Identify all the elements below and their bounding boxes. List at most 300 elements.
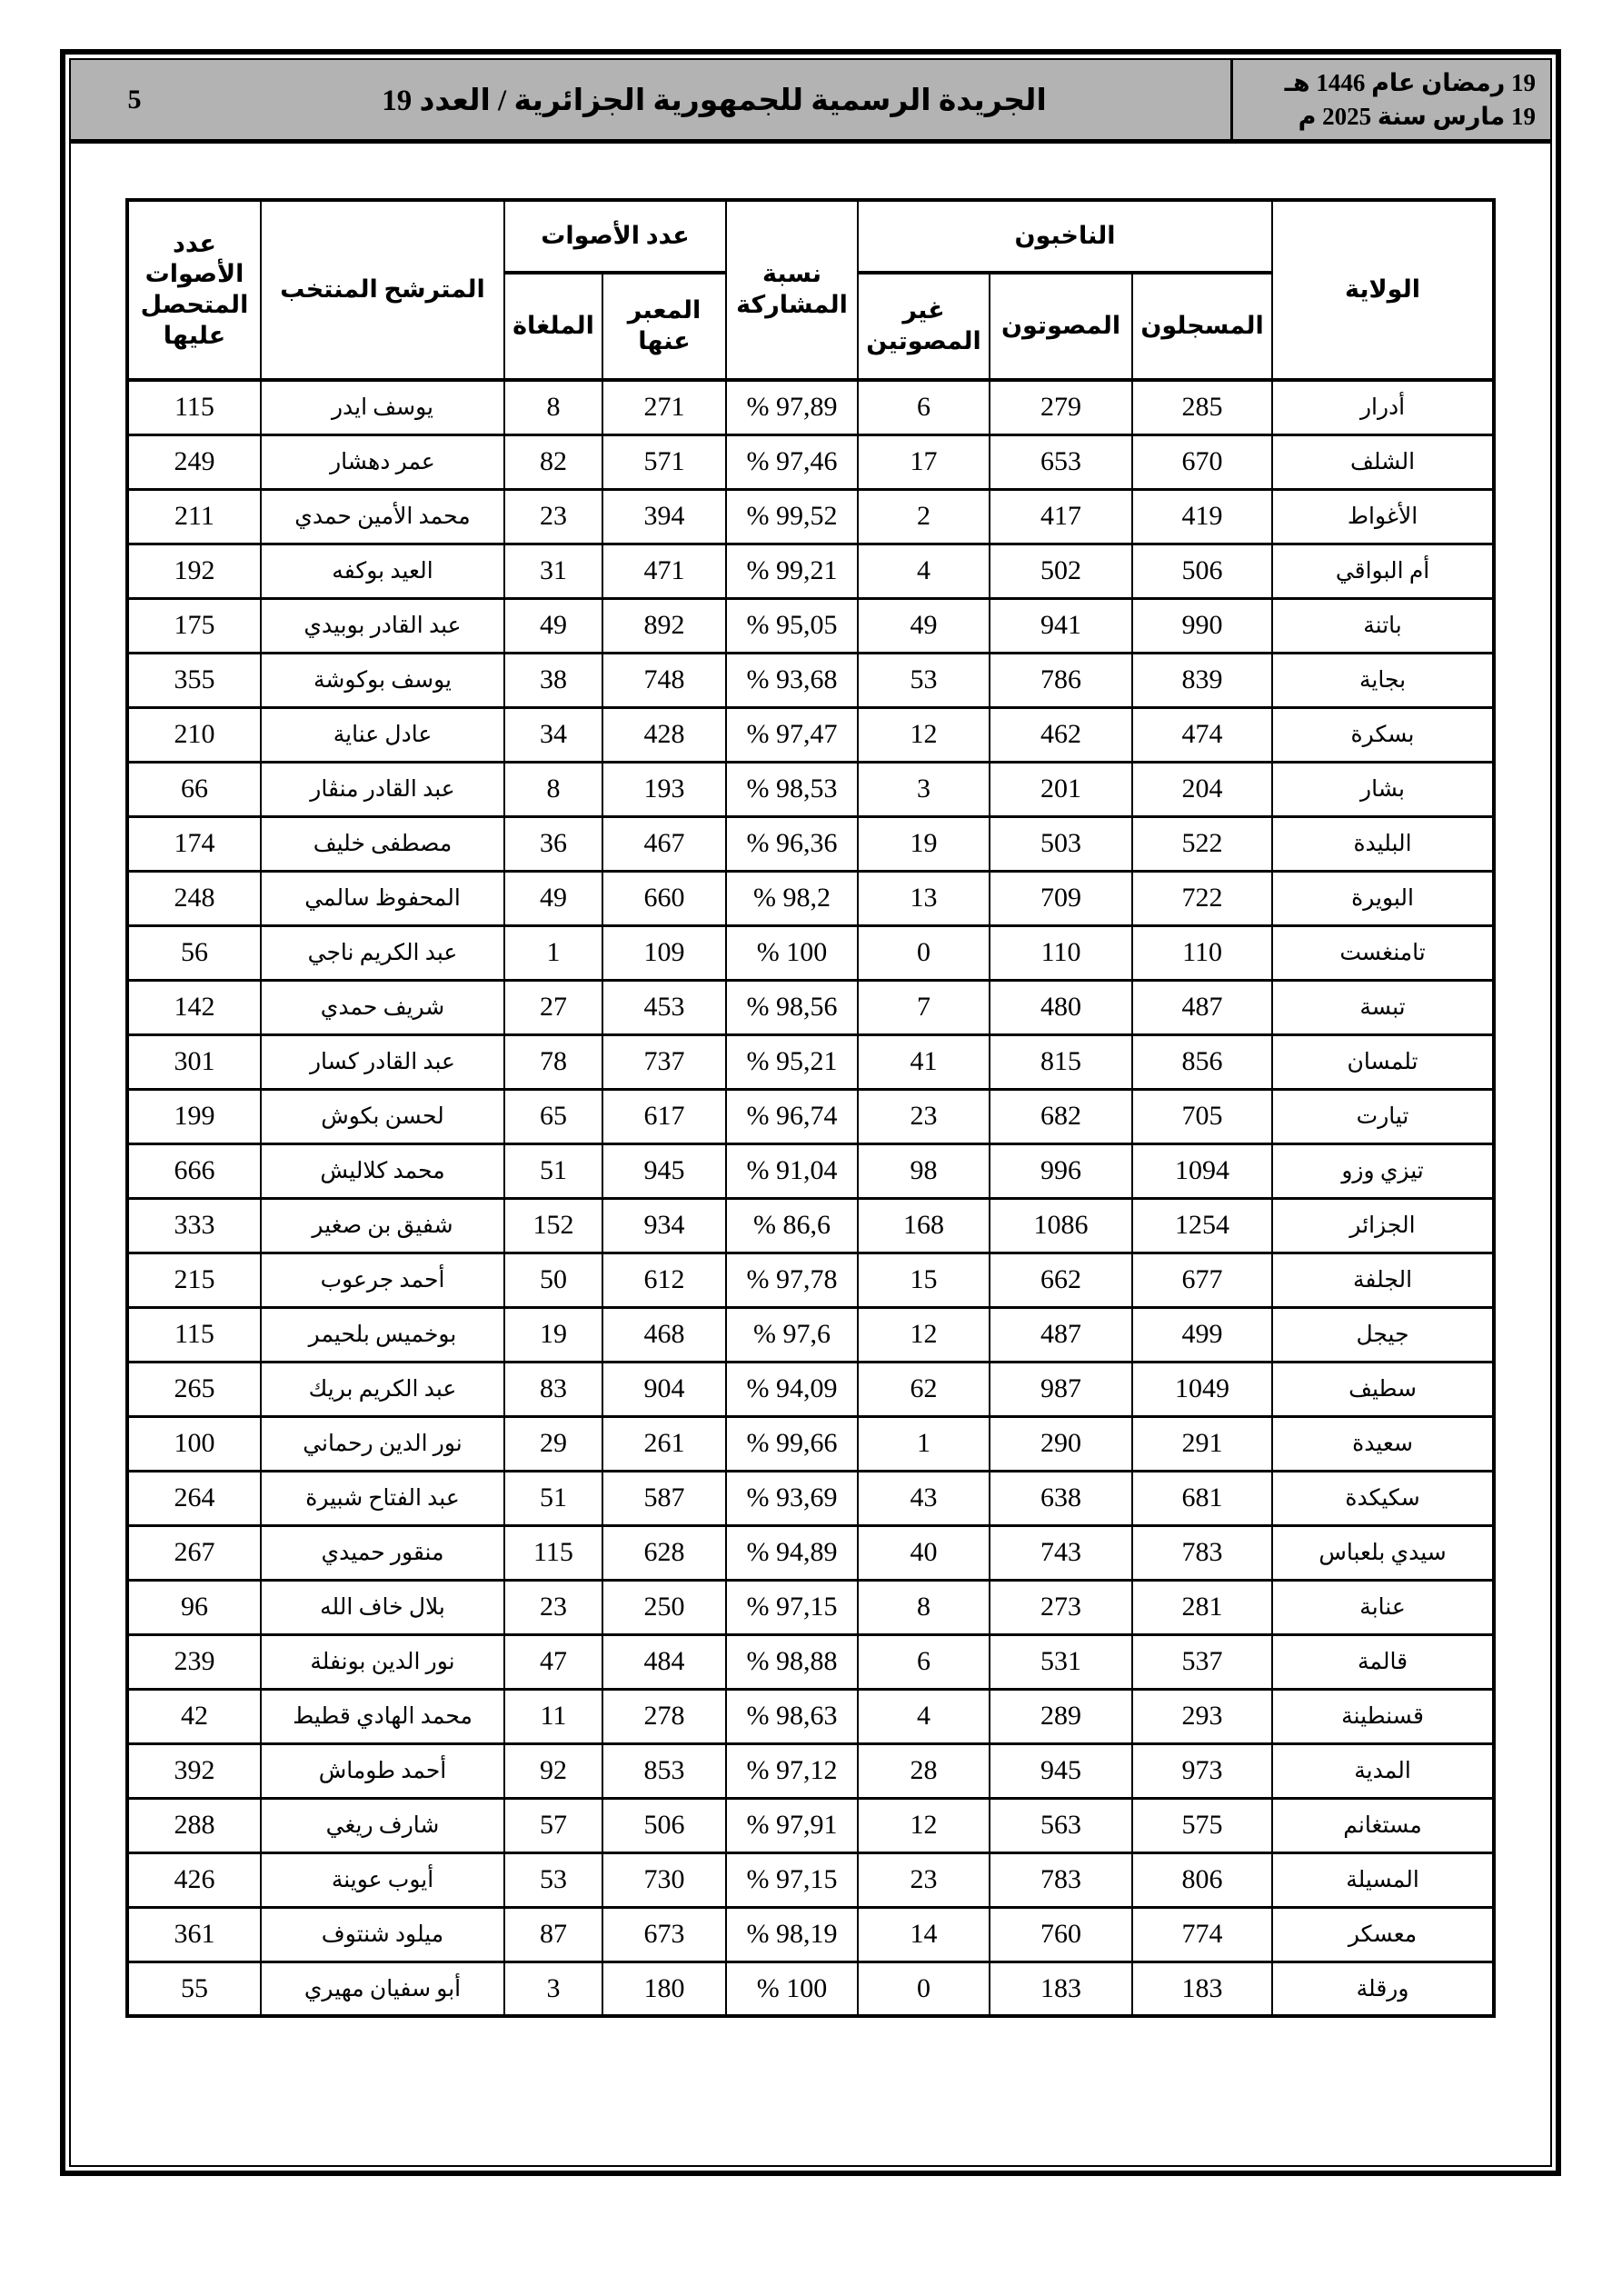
cell-registered: 990 <box>1132 598 1272 653</box>
cell-votes_obtained: 426 <box>127 1852 261 1907</box>
cell-wilaya: باتنة <box>1272 598 1494 653</box>
cell-candidate: ميلود شنتوف <box>261 1907 504 1962</box>
cell-registered: 973 <box>1132 1743 1272 1798</box>
cell-invalid: 57 <box>504 1798 602 1852</box>
cell-registered: 506 <box>1132 544 1272 598</box>
cell-participation: % 98,56 <box>726 980 858 1034</box>
cell-non_voters: 62 <box>858 1362 990 1416</box>
cell-registered: 285 <box>1132 380 1272 434</box>
cell-votes_obtained: 239 <box>127 1634 261 1689</box>
cell-votes_obtained: 215 <box>127 1253 261 1307</box>
cell-registered: 705 <box>1132 1089 1272 1143</box>
cell-candidate: شفيق بن صغير <box>261 1198 504 1253</box>
cell-candidate: محمد الأمين حمدي <box>261 489 504 544</box>
col-header-invalid: الملغاة <box>504 273 602 380</box>
cell-invalid: 65 <box>504 1089 602 1143</box>
table-row <box>127 1089 1494 1143</box>
cell-expressed: 934 <box>602 1198 726 1253</box>
cell-expressed: 394 <box>602 489 726 544</box>
cell-non_voters: 12 <box>858 1798 990 1852</box>
cell-invalid: 87 <box>504 1907 602 1962</box>
cell-expressed: 587 <box>602 1471 726 1525</box>
cell-votes_obtained: 333 <box>127 1198 261 1253</box>
cell-expressed: 660 <box>602 871 726 925</box>
cell-invalid: 51 <box>504 1471 602 1525</box>
cell-registered: 677 <box>1132 1253 1272 1307</box>
cell-invalid: 50 <box>504 1253 602 1307</box>
cell-voted: 638 <box>990 1471 1132 1525</box>
table-row <box>127 434 1494 489</box>
cell-non_voters: 1 <box>858 1416 990 1471</box>
cell-participation: % 95,05 <box>726 598 858 653</box>
cell-wilaya: أم البواقي <box>1272 544 1494 598</box>
cell-non_voters: 168 <box>858 1198 990 1253</box>
cell-votes_obtained: 361 <box>127 1907 261 1962</box>
cell-non_voters: 0 <box>858 925 990 980</box>
cell-wilaya: الأغواط <box>1272 489 1494 544</box>
cell-non_voters: 53 <box>858 653 990 707</box>
cell-participation: % 97,6 <box>726 1307 858 1362</box>
table-row <box>127 653 1494 707</box>
cell-wilaya: سيدي بلعباس <box>1272 1525 1494 1580</box>
cell-expressed: 428 <box>602 707 726 762</box>
col-header-voted: المصوتون <box>990 273 1132 380</box>
cell-votes_obtained: 392 <box>127 1743 261 1798</box>
cell-invalid: 47 <box>504 1634 602 1689</box>
cell-invalid: 83 <box>504 1362 602 1416</box>
cell-expressed: 271 <box>602 380 726 434</box>
cell-non_voters: 14 <box>858 1907 990 1962</box>
header-dates <box>1230 60 1550 139</box>
cell-registered: 291 <box>1132 1416 1272 1471</box>
cell-participation: % 93,68 <box>726 653 858 707</box>
col-header-elected-candidate: المترشح المنتخب <box>261 200 504 380</box>
cell-registered: 856 <box>1132 1034 1272 1089</box>
cell-wilaya: سطيف <box>1272 1362 1494 1416</box>
cell-registered: 204 <box>1132 762 1272 816</box>
cell-participation: % 97,89 <box>726 380 858 434</box>
cell-invalid: 11 <box>504 1689 602 1743</box>
table-row <box>127 1198 1494 1253</box>
cell-invalid: 23 <box>504 489 602 544</box>
cell-invalid: 3 <box>504 1962 602 2016</box>
cell-voted: 743 <box>990 1525 1132 1580</box>
cell-registered: 110 <box>1132 925 1272 980</box>
cell-candidate: شريف حمدي <box>261 980 504 1034</box>
cell-votes_obtained: 42 <box>127 1689 261 1743</box>
table-row <box>127 1743 1494 1798</box>
cell-registered: 281 <box>1132 1580 1272 1634</box>
cell-candidate: شارف ريغي <box>261 1798 504 1852</box>
cell-wilaya: أدرار <box>1272 380 1494 434</box>
cell-candidate: أبو سفيان مهيري <box>261 1962 504 2016</box>
cell-wilaya: بسكرة <box>1272 707 1494 762</box>
cell-expressed: 193 <box>602 762 726 816</box>
cell-candidate: نور الدين بونفلة <box>261 1634 504 1689</box>
cell-wilaya: تيزي وزو <box>1272 1143 1494 1198</box>
cell-wilaya: تبسة <box>1272 980 1494 1034</box>
cell-expressed: 571 <box>602 434 726 489</box>
cell-candidate: يوسف ايدر <box>261 380 504 434</box>
cell-votes_obtained: 174 <box>127 816 261 871</box>
cell-wilaya: البويرة <box>1272 871 1494 925</box>
table-row <box>127 762 1494 816</box>
table-row <box>127 1852 1494 1907</box>
cell-expressed: 945 <box>602 1143 726 1198</box>
cell-candidate: عمر دهشار <box>261 434 504 489</box>
cell-expressed: 730 <box>602 1852 726 1907</box>
cell-votes_obtained: 66 <box>127 762 261 816</box>
cell-candidate: بوخميس بلحيمر <box>261 1307 504 1362</box>
cell-voted: 183 <box>990 1962 1132 2016</box>
cell-expressed: 904 <box>602 1362 726 1416</box>
cell-wilaya: معسكر <box>1272 1907 1494 1962</box>
journal-title: الجريدة الرسمية للجمهورية الجزائرية / العدد 19 <box>382 84 1047 117</box>
cell-non_voters: 98 <box>858 1143 990 1198</box>
cell-wilaya: المسيلة <box>1272 1852 1494 1907</box>
cell-voted: 480 <box>990 980 1132 1034</box>
cell-expressed: 484 <box>602 1634 726 1689</box>
cell-candidate: العيد بوكفه <box>261 544 504 598</box>
cell-voted: 662 <box>990 1253 1132 1307</box>
cell-votes_obtained: 55 <box>127 1962 261 2016</box>
cell-voted: 487 <box>990 1307 1132 1362</box>
table-header <box>127 200 1494 380</box>
cell-candidate: عبد الكريم ناجي <box>261 925 504 980</box>
table-row <box>127 1253 1494 1307</box>
cell-registered: 522 <box>1132 816 1272 871</box>
cell-votes_obtained: 210 <box>127 707 261 762</box>
cell-non_voters: 2 <box>858 489 990 544</box>
table-row <box>127 1307 1494 1362</box>
cell-registered: 722 <box>1132 871 1272 925</box>
cell-voted: 815 <box>990 1034 1132 1089</box>
cell-invalid: 31 <box>504 544 602 598</box>
table-row <box>127 871 1494 925</box>
cell-registered: 839 <box>1132 653 1272 707</box>
cell-participation: % 98,88 <box>726 1634 858 1689</box>
cell-non_voters: 15 <box>858 1253 990 1307</box>
cell-participation: % 95,21 <box>726 1034 858 1089</box>
date-gregorian: 19 مارس سنة 2025 م <box>1298 102 1536 130</box>
cell-wilaya: عنابة <box>1272 1580 1494 1634</box>
table-row <box>127 1362 1494 1416</box>
cell-voted: 279 <box>990 380 1132 434</box>
cell-wilaya: جيجل <box>1272 1307 1494 1362</box>
cell-wilaya: قسنطينة <box>1272 1689 1494 1743</box>
cell-wilaya: ورقلة <box>1272 1962 1494 2016</box>
cell-invalid: 78 <box>504 1034 602 1089</box>
cell-expressed: 628 <box>602 1525 726 1580</box>
cell-invalid: 8 <box>504 762 602 816</box>
table-row <box>127 925 1494 980</box>
col-header-registered: المسجلون <box>1132 273 1272 380</box>
cell-invalid: 115 <box>504 1525 602 1580</box>
cell-voted: 945 <box>990 1743 1132 1798</box>
cell-wilaya: البليدة <box>1272 816 1494 871</box>
cell-candidate: بلال خاف الله <box>261 1580 504 1634</box>
cell-participation: % 93,69 <box>726 1471 858 1525</box>
cell-votes_obtained: 666 <box>127 1143 261 1198</box>
cell-voted: 996 <box>990 1143 1132 1198</box>
cell-registered: 774 <box>1132 1907 1272 1962</box>
cell-expressed: 471 <box>602 544 726 598</box>
page-frame <box>60 49 1561 2176</box>
cell-expressed: 278 <box>602 1689 726 1743</box>
cell-candidate: مصطفى خليف <box>261 816 504 871</box>
col-header-wilaya: الولاية <box>1272 200 1494 380</box>
results-rows <box>127 380 1494 2016</box>
col-header-votes-obtained: عدد الأصوات المتحصل عليها <box>127 200 261 380</box>
cell-non_voters: 6 <box>858 380 990 434</box>
cell-votes_obtained: 211 <box>127 489 261 544</box>
cell-non_voters: 23 <box>858 1852 990 1907</box>
cell-registered: 575 <box>1132 1798 1272 1852</box>
cell-expressed: 737 <box>602 1034 726 1089</box>
table-row <box>127 544 1494 598</box>
cell-non_voters: 13 <box>858 871 990 925</box>
cell-voted: 786 <box>990 653 1132 707</box>
cell-registered: 183 <box>1132 1962 1272 2016</box>
cell-votes_obtained: 301 <box>127 1034 261 1089</box>
cell-expressed: 892 <box>602 598 726 653</box>
cell-invalid: 152 <box>504 1198 602 1253</box>
cell-invalid: 49 <box>504 598 602 653</box>
cell-non_voters: 19 <box>858 816 990 871</box>
cell-votes_obtained: 96 <box>127 1580 261 1634</box>
cell-wilaya: سعيدة <box>1272 1416 1494 1471</box>
cell-wilaya: سكيكدة <box>1272 1471 1494 1525</box>
cell-votes_obtained: 288 <box>127 1798 261 1852</box>
cell-registered: 474 <box>1132 707 1272 762</box>
cell-candidate: عادل عناية <box>261 707 504 762</box>
cell-votes_obtained: 248 <box>127 871 261 925</box>
table-row <box>127 598 1494 653</box>
cell-invalid: 51 <box>504 1143 602 1198</box>
cell-registered: 1049 <box>1132 1362 1272 1416</box>
page-header-band <box>71 60 1550 144</box>
cell-invalid: 8 <box>504 380 602 434</box>
cell-registered: 537 <box>1132 1634 1272 1689</box>
cell-invalid: 34 <box>504 707 602 762</box>
cell-voted: 941 <box>990 598 1132 653</box>
cell-candidate: نور الدين رحماني <box>261 1416 504 1471</box>
cell-votes_obtained: 115 <box>127 380 261 434</box>
cell-votes_obtained: 265 <box>127 1362 261 1416</box>
table-row <box>127 1907 1494 1962</box>
cell-non_voters: 12 <box>858 1307 990 1362</box>
page-frame-inner <box>69 58 1552 2167</box>
cell-voted: 110 <box>990 925 1132 980</box>
cell-non_voters: 28 <box>858 1743 990 1798</box>
table-row <box>127 1143 1494 1198</box>
cell-votes_obtained: 115 <box>127 1307 261 1362</box>
cell-invalid: 82 <box>504 434 602 489</box>
page-number: 5 <box>127 84 142 115</box>
cell-voted: 417 <box>990 489 1132 544</box>
cell-non_voters: 40 <box>858 1525 990 1580</box>
cell-candidate: محمد الهادي قطيط <box>261 1689 504 1743</box>
cell-invalid: 29 <box>504 1416 602 1471</box>
cell-non_voters: 12 <box>858 707 990 762</box>
cell-wilaya: تيارت <box>1272 1089 1494 1143</box>
cell-wilaya: تامنغست <box>1272 925 1494 980</box>
cell-invalid: 19 <box>504 1307 602 1362</box>
table-row <box>127 1580 1494 1634</box>
cell-invalid: 53 <box>504 1852 602 1907</box>
cell-participation: % 94,09 <box>726 1362 858 1416</box>
cell-registered: 1094 <box>1132 1143 1272 1198</box>
cell-voted: 503 <box>990 816 1132 871</box>
table-row <box>127 1962 1494 2016</box>
table-row <box>127 1798 1494 1852</box>
cell-voted: 563 <box>990 1798 1132 1852</box>
cell-participation: % 98,53 <box>726 762 858 816</box>
cell-invalid: 1 <box>504 925 602 980</box>
cell-voted: 289 <box>990 1689 1132 1743</box>
cell-candidate: عبد القادر بوبيدي <box>261 598 504 653</box>
col-header-participation-rate: نسبة المشاركة <box>726 200 858 380</box>
cell-participation: % 98,63 <box>726 1689 858 1743</box>
cell-participation: % 100 <box>726 925 858 980</box>
cell-votes_obtained: 355 <box>127 653 261 707</box>
cell-expressed: 853 <box>602 1743 726 1798</box>
cell-non_voters: 17 <box>858 434 990 489</box>
table-row <box>127 1525 1494 1580</box>
cell-wilaya: المدية <box>1272 1743 1494 1798</box>
cell-voted: 290 <box>990 1416 1132 1471</box>
cell-votes_obtained: 142 <box>127 980 261 1034</box>
cell-voted: 462 <box>990 707 1132 762</box>
cell-voted: 783 <box>990 1852 1132 1907</box>
cell-participation: % 97,91 <box>726 1798 858 1852</box>
cell-participation: % 99,21 <box>726 544 858 598</box>
cell-non_voters: 4 <box>858 1689 990 1743</box>
cell-votes_obtained: 249 <box>127 434 261 489</box>
cell-voted: 760 <box>990 1907 1132 1962</box>
cell-expressed: 673 <box>602 1907 726 1962</box>
cell-registered: 670 <box>1132 434 1272 489</box>
cell-non_voters: 43 <box>858 1471 990 1525</box>
cell-voted: 653 <box>990 434 1132 489</box>
cell-participation: % 96,74 <box>726 1089 858 1143</box>
cell-invalid: 38 <box>504 653 602 707</box>
table-row <box>127 980 1494 1034</box>
cell-expressed: 617 <box>602 1089 726 1143</box>
cell-non_voters: 4 <box>858 544 990 598</box>
cell-expressed: 453 <box>602 980 726 1034</box>
cell-wilaya: بجاية <box>1272 653 1494 707</box>
cell-participation: % 98,19 <box>726 1907 858 1962</box>
cell-votes_obtained: 192 <box>127 544 261 598</box>
cell-candidate: أحمد جرعوب <box>261 1253 504 1307</box>
election-results-table <box>125 198 1496 2018</box>
cell-registered: 681 <box>1132 1471 1272 1525</box>
cell-voted: 201 <box>990 762 1132 816</box>
cell-non_voters: 41 <box>858 1034 990 1089</box>
cell-participation: % 99,52 <box>726 489 858 544</box>
cell-candidate: عبد الكريم بريك <box>261 1362 504 1416</box>
cell-non_voters: 6 <box>858 1634 990 1689</box>
cell-participation: % 97,47 <box>726 707 858 762</box>
cell-candidate: محمد كلاليش <box>261 1143 504 1198</box>
cell-voted: 682 <box>990 1089 1132 1143</box>
table-row <box>127 489 1494 544</box>
cell-wilaya: الشلف <box>1272 434 1494 489</box>
cell-candidate: المحفوظ سالمي <box>261 871 504 925</box>
cell-participation: % 98,2 <box>726 871 858 925</box>
cell-participation: % 97,15 <box>726 1852 858 1907</box>
cell-candidate: منقور حميدي <box>261 1525 504 1580</box>
cell-votes_obtained: 264 <box>127 1471 261 1525</box>
cell-registered: 487 <box>1132 980 1272 1034</box>
cell-non_voters: 23 <box>858 1089 990 1143</box>
cell-wilaya: مستغانم <box>1272 1798 1494 1852</box>
col-group-votes: عدد الأصوات <box>504 200 726 273</box>
cell-expressed: 748 <box>602 653 726 707</box>
cell-voted: 273 <box>990 1580 1132 1634</box>
cell-expressed: 612 <box>602 1253 726 1307</box>
cell-invalid: 23 <box>504 1580 602 1634</box>
cell-registered: 806 <box>1132 1852 1272 1907</box>
table-row <box>127 1034 1494 1089</box>
cell-registered: 419 <box>1132 489 1272 544</box>
cell-candidate: أحمد طوماش <box>261 1743 504 1798</box>
col-header-non-voters: غير المصوتين <box>858 273 990 380</box>
cell-registered: 1254 <box>1132 1198 1272 1253</box>
cell-expressed: 506 <box>602 1798 726 1852</box>
cell-registered: 783 <box>1132 1525 1272 1580</box>
table-row <box>127 816 1494 871</box>
cell-participation: % 97,15 <box>726 1580 858 1634</box>
cell-voted: 502 <box>990 544 1132 598</box>
cell-candidate: يوسف بوكوشة <box>261 653 504 707</box>
cell-votes_obtained: 199 <box>127 1089 261 1143</box>
cell-candidate: عبد القادر منڨار <box>261 762 504 816</box>
cell-participation: % 97,12 <box>726 1743 858 1798</box>
cell-non_voters: 8 <box>858 1580 990 1634</box>
cell-voted: 987 <box>990 1362 1132 1416</box>
cell-non_voters: 7 <box>858 980 990 1034</box>
cell-participation: % 96,36 <box>726 816 858 871</box>
cell-participation: % 91,04 <box>726 1143 858 1198</box>
cell-invalid: 27 <box>504 980 602 1034</box>
cell-votes_obtained: 267 <box>127 1525 261 1580</box>
cell-participation: % 94,89 <box>726 1525 858 1580</box>
cell-non_voters: 0 <box>858 1962 990 2016</box>
cell-invalid: 92 <box>504 1743 602 1798</box>
table-row <box>127 1416 1494 1471</box>
cell-participation: % 97,46 <box>726 434 858 489</box>
table-row <box>127 1471 1494 1525</box>
cell-invalid: 36 <box>504 816 602 871</box>
col-group-voters: الناخبون <box>858 200 1272 273</box>
cell-participation: % 86,6 <box>726 1198 858 1253</box>
cell-candidate: لحسن بكوش <box>261 1089 504 1143</box>
cell-votes_obtained: 100 <box>127 1416 261 1471</box>
cell-expressed: 250 <box>602 1580 726 1634</box>
cell-voted: 1086 <box>990 1198 1132 1253</box>
cell-candidate: عبد القادر كسار <box>261 1034 504 1089</box>
cell-wilaya: الجزائر <box>1272 1198 1494 1253</box>
cell-expressed: 180 <box>602 1962 726 2016</box>
cell-participation: % 97,78 <box>726 1253 858 1307</box>
cell-invalid: 49 <box>504 871 602 925</box>
cell-voted: 709 <box>990 871 1132 925</box>
cell-expressed: 109 <box>602 925 726 980</box>
col-header-expressed: المعبر عنها <box>602 273 726 380</box>
cell-expressed: 468 <box>602 1307 726 1362</box>
